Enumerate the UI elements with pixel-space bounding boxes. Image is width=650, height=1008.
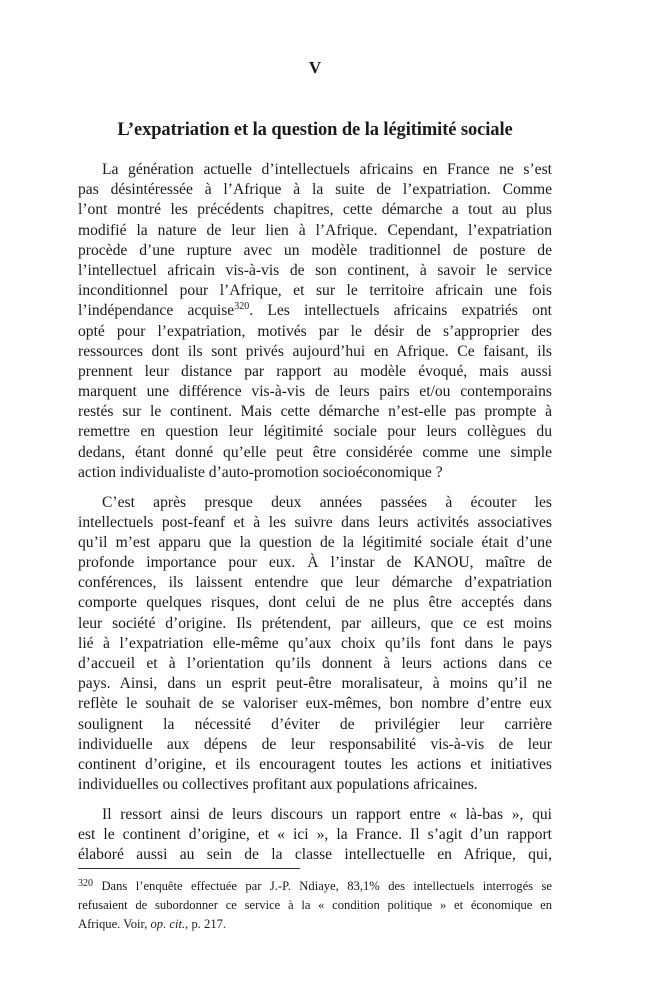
footnote-reference[interactable]: 320 (234, 301, 250, 313)
text-line: action individualiste d’auto-promotion socioéconomique ? (78, 463, 443, 481)
text-line: La génération actuelle d’intellectuels africains en France ne s’est (102, 161, 552, 178)
chapter-number: V (308, 58, 322, 77)
text-segment: . Les intellectuels africains expatriés ont (249, 302, 552, 320)
text-segment: l’indépendance acquise (78, 302, 235, 320)
text-line: modifié la nature de leur lien à l’Afrique. Cependant, l’expatriation (78, 221, 552, 239)
text-line-with-footnote (78, 301, 552, 321)
text-line: soulignent la nécessité d’éviter de privilégier leur carrière (78, 715, 552, 733)
text-line: prennent leur distance par rapport au modèle évoqué, mais aussi (78, 362, 552, 380)
text-line: Il ressort ainsi de leurs discours un rapport entre « là-bas », qui (102, 805, 552, 823)
text-line: individuelle aux dépens de leur responsabilité vis-à-vis de leur (78, 735, 552, 753)
text-line: leur société d’origine. Ils prétendent, par ailleurs, que ce est moins (78, 614, 552, 632)
text-line: élaboré aussi au sein de la classe intellectuelle en Afrique, qui, (78, 846, 552, 864)
text-line: continent d’origine, et ils encouragent toutes les actions et initiatives (78, 755, 552, 773)
text-line: marquent une différence vis-à-vis de leurs pairs et/ou contemporains (78, 383, 552, 401)
text-segment: Afrique. Voir, (78, 917, 151, 931)
text-line: l’intellectuel africain vis-à-vis de son continent, à savoir le service (78, 261, 552, 279)
citation-abbreviation: op. cit. (150, 917, 186, 931)
text-line: reflète le souhait de se valoriser eux-mêmes, bon nombre d’entre eux (78, 695, 552, 713)
footnote-number: 320 (78, 878, 93, 889)
text-line: remettre en question leur légitimité sociale pour leurs collègues du (78, 423, 552, 441)
text-segment: Dans l’enquête effectuée par J.-P. Ndiaye, 83,1% des intellectuels interrogés se (101, 879, 552, 893)
body-text (78, 160, 552, 875)
text-line: d’accueil et à l’orientation qu’ils donnent à leurs actions dans ce (78, 655, 552, 672)
text-line: lié à l’expatriation elle-même qu’aux choix qu’ils font dans le pays (78, 634, 552, 652)
text-line: profonde importance pour eux. À l’instar de KANOU, maître de (78, 554, 552, 572)
footnote-line: refusaient de subordonner ce service à la « condition politique » et économique en (78, 898, 552, 912)
footnote-divider (78, 868, 300, 869)
text-line: C’est après presque deux années passées à écouter les (102, 493, 552, 511)
text-line: procède d’une rupture avec un modèle traditionnel de posture de (78, 241, 552, 259)
text-line: opté pour l’expatriation, motivés par le désir de s’approprier des (78, 322, 552, 340)
text-line: intellectuels post-feanf et à les suivre dans leurs activités associatives (78, 513, 552, 531)
text-line: ressources dont ils sont privés aujourd’hui en Afrique. Ce faisant, ils (78, 342, 552, 360)
text-line: est le continent d’origine, et « ici », la France. Il s’agit d’un rapport (78, 826, 552, 843)
footnote (78, 877, 552, 934)
footnote-line (78, 877, 552, 896)
text-line: conférences, ils laissent entendre que leur démarche d’expatriation (78, 574, 552, 592)
text-line: dedans, étant donné qu’elle peut être considérée comme une simple (78, 443, 552, 461)
text-line: l’ont montré les précédents chapitres, cette démarche a tout au plus (78, 201, 552, 219)
text-line: qu’il m’est apparu que la question de la légitimité sociale était d’une (78, 533, 552, 551)
paragraph-3 (78, 805, 552, 866)
paragraph-1 (78, 160, 552, 483)
text-line: comporte quelques risques, dont celui de ne plus être acceptés dans (78, 594, 552, 612)
text-segment: , p. 217. (185, 917, 227, 931)
text-line: pas désintéressée à l’Afrique à la suite de l’expatriation. Comme (78, 181, 552, 199)
footnote-line (78, 915, 552, 934)
paragraph-2 (78, 493, 552, 796)
text-line: pays. Ainsi, dans un esprit peut-être moralisateur, à moins qu’il ne (78, 675, 552, 693)
chapter-title: L’expatriation et la question de la légitimité sociale (117, 120, 513, 140)
text-line: inconditionnel pour l’Afrique, et sur le territoire africain une fois (78, 282, 552, 300)
text-line: individuelles ou collectives profitant aux populations africaines. (78, 776, 478, 794)
text-line: restés sur le continent. Mais cette démarche n’est-elle pas prompte à (78, 403, 552, 421)
